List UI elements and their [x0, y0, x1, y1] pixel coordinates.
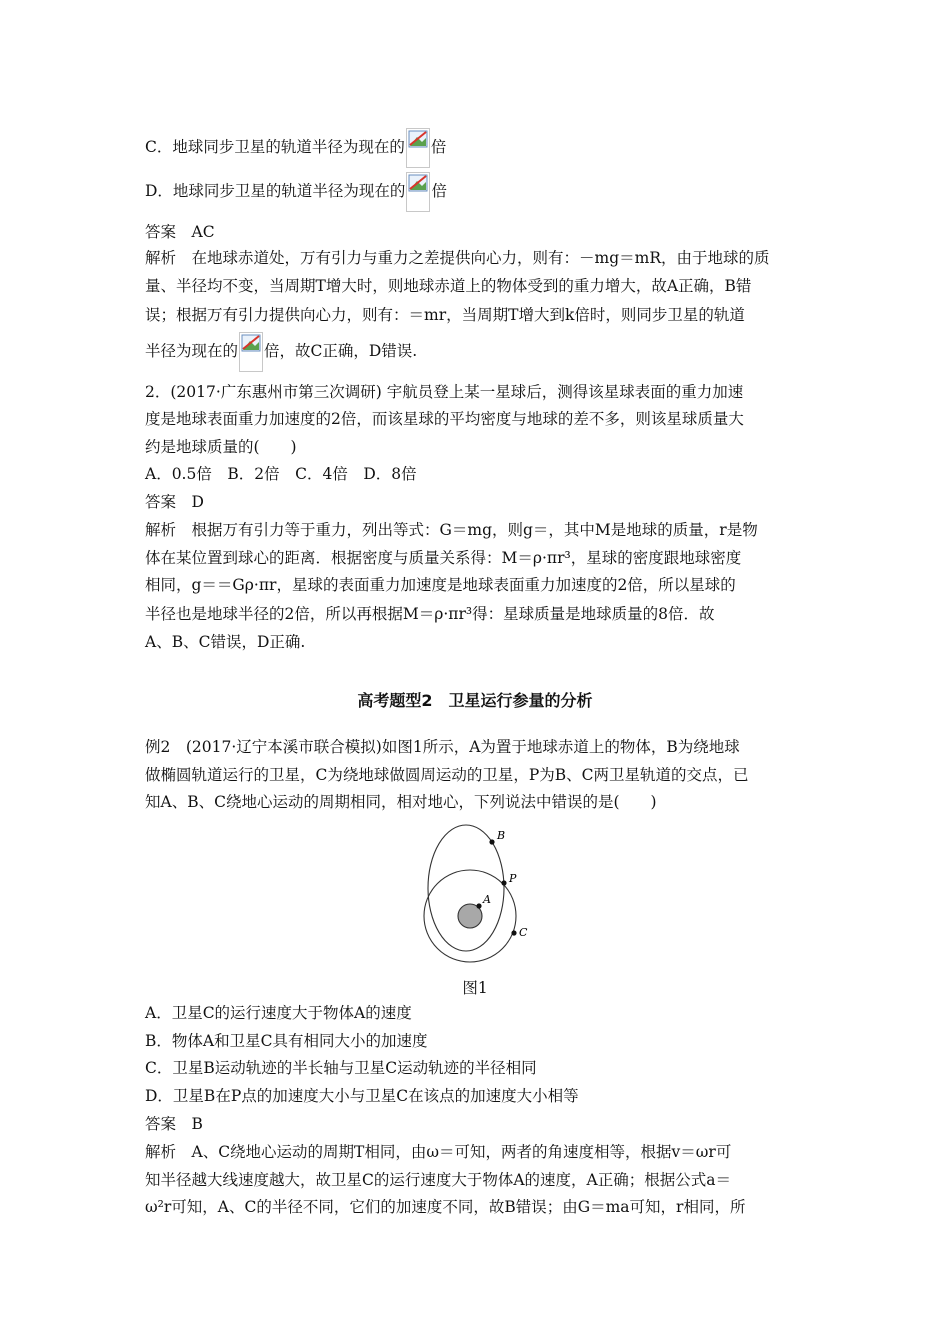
q2-explanation-line: 半径也是地球半径的2倍，所以再根据M＝ρ·πr³得：星球质量是地球质量的8倍．故 [145, 605, 715, 623]
q1-explanation-text: 倍，故C正确，D错误. [264, 342, 418, 360]
ex2-option-a: A．卫星C的运行速度大于物体A的速度 [145, 1004, 412, 1022]
ex2-explanation-line: 解析 A、C绕地心运动的周期T相同，由ω＝可知，两者的角速度相等，根据v＝ωr可 [145, 1143, 732, 1161]
point-c [511, 930, 516, 935]
q1-explanation-line [145, 332, 417, 372]
q1-option-d [145, 172, 447, 212]
ex2-stem-line: 知A、B、C绕地心运动的周期相同，相对地心，下列说法中错误的是( ) [145, 793, 657, 811]
q1-option-d-text: D．地球同步卫星的轨道半径为现在的 [145, 182, 406, 200]
point-p [501, 880, 506, 885]
section-title: 高考题型2 卫星运行参量的分析 [357, 691, 593, 710]
q2-stem-line: 2．(2017·广东惠州市第三次调研) 宇航员登上某一星球后，测得该星球表面的重力加速 [145, 383, 744, 401]
ex2-answer: 答案 B [145, 1115, 203, 1133]
label-b: B [497, 829, 506, 842]
q2-explanation-line: A、B、C错误，D正确. [145, 633, 306, 651]
q1-option-c-tail: 倍 [430, 138, 447, 156]
ex2-option-b: B．物体A和卫星C具有相同大小的加速度 [145, 1032, 428, 1050]
ex2-explanation-line: ω²r可知，A、C的半径不同，它们的加速度不同，故B错误；由G＝ma可知，r相同，所 [145, 1198, 746, 1216]
q2-stem-line: 约是地球质量的( ) [145, 438, 297, 456]
broken-image-icon [239, 332, 263, 372]
q1-explanation-line: 解析 在地球赤道处，万有引力与重力之差提供向心力，则有：－mg＝mR，由于地球的质 [145, 249, 770, 267]
point-a [476, 903, 481, 908]
q1-explanation-line: 误；根据万有引力提供向心力，则有：＝mr，当周期T增大到k倍时，则同步卫星的轨道 [145, 306, 745, 324]
q2-answer: 答案 D [145, 493, 204, 511]
q1-option-c-text: C．地球同步卫星的轨道半径为现在的 [145, 138, 405, 156]
broken-image-icon [406, 128, 430, 168]
ex2-option-c: C．卫星B运动轨迹的半长轴与卫星C运动轨迹的半径相同 [145, 1059, 537, 1077]
q1-answer: 答案 AC [145, 223, 215, 241]
label-a: A [483, 893, 491, 906]
q2-options: A．0.5倍 B．2倍 C．4倍 D．8倍 [145, 465, 417, 483]
ex2-stem-line: 例2 (2017·辽宁本溪市联合模拟)如图1所示，A为置于地球赤道上的物体，B为绕地球 [145, 738, 740, 756]
orbit-diagram [418, 820, 538, 985]
point-b [489, 839, 494, 844]
figure-caption: 图1 [462, 979, 488, 997]
q1-option-d-tail: 倍 [431, 182, 447, 200]
broken-image-icon [406, 172, 430, 212]
label-p: P [509, 872, 517, 885]
label-c: C [519, 926, 528, 939]
q1-explanation-line: 量、半径均不变，当周期T增大时，则地球赤道上的物体受到的重力增大，故A正确，B错 [145, 277, 752, 295]
q2-explanation-line: 体在某位置到球心的距离．根据密度与质量关系得：M＝ρ·πr³，星球的密度跟地球密度 [145, 549, 742, 567]
q2-explanation-line: 解析 根据万有引力等于重力，列出等式：G＝mg，则g＝，其中M是地球的质量，r是物 [145, 521, 758, 539]
q2-stem-line: 度是地球表面重力加速度的2倍，而该星球的平均密度与地球的差不多，则该星球质量大 [145, 410, 744, 428]
q1-explanation-text: 半径为现在的 [145, 342, 239, 360]
ex2-stem-line: 做椭圆轨道运行的卫星，C为绕地球做圆周运动的卫星，P为B、C两卫星轨道的交点，已 [145, 766, 749, 784]
ex2-explanation-line: 知半径越大线速度越大，故卫星C的运行速度大于物体A的速度，A正确；根据公式a＝ [145, 1171, 731, 1189]
ex2-option-d: D．卫星B在P点的加速度大小与卫星C在该点的加速度大小相等 [145, 1087, 579, 1105]
q1-option-c [145, 128, 446, 168]
q2-explanation-line: 相同，g＝＝Gρ·πr，星球的表面重力加速度是地球表面重力加速度的2倍，所以星球的 [145, 576, 736, 594]
